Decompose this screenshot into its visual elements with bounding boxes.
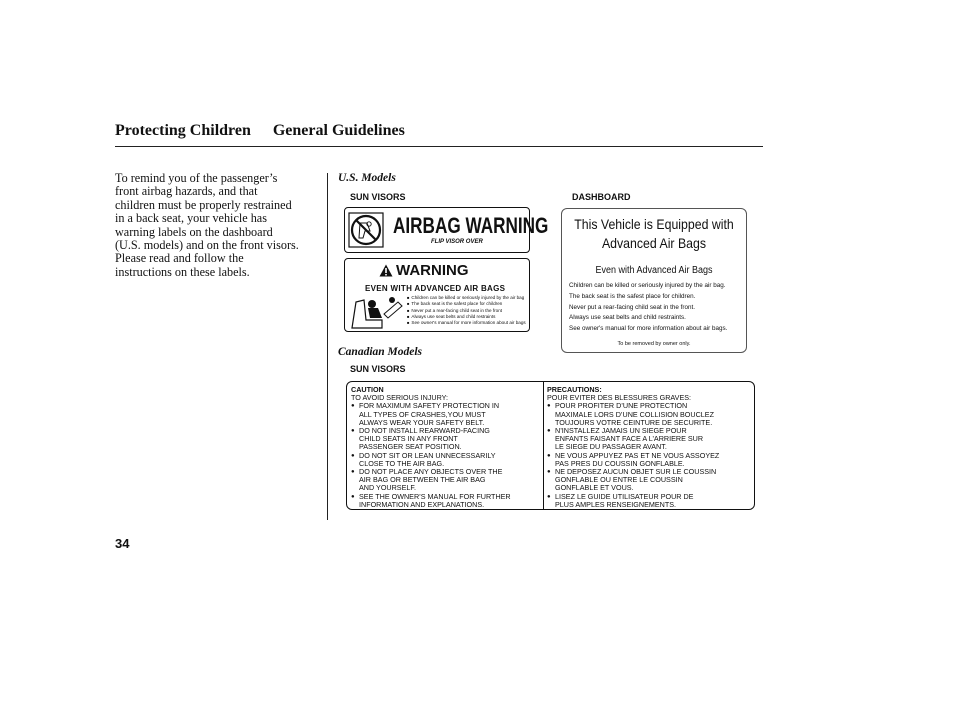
list-item: See owner's manual for more information about air bags. xyxy=(569,325,728,333)
item-line: ALL TYPES OF CRASHES,YOU MUST xyxy=(359,409,486,419)
section-title: Protecting Children xyxy=(115,122,251,139)
intro-line: in a back seat, your vehicle has xyxy=(115,211,267,226)
intro-line: (U.S. models) and on the front visors. xyxy=(115,238,299,253)
dashboard-heading xyxy=(573,215,735,253)
item-line: PLUS AMPLES RENSEIGNEMENTS. xyxy=(555,499,677,509)
intro-line: instructions on these labels. xyxy=(115,264,250,279)
caution-subheading: TO AVOID SERIOUS INJURY: xyxy=(351,393,449,403)
list-item: Never put a rear-facing child seat in the front. xyxy=(569,303,696,311)
list-item: ■ Always use seat belts and child restraints xyxy=(407,314,526,320)
item-line: ● NE VOUS APPUYEZ PAS ET NE VOUS ASSOYEZ xyxy=(555,450,720,460)
warning-triangle-icon xyxy=(379,264,393,277)
column-divider xyxy=(327,173,328,520)
item-line: ● FOR MAXIMUM SAFETY PROTECTION IN xyxy=(359,401,500,411)
intro-line: warning labels on the dashboard xyxy=(115,224,273,239)
subsection-title: General Guidelines xyxy=(272,122,405,139)
list-item xyxy=(351,493,539,509)
page-header xyxy=(115,122,405,140)
item-line: ● DO NOT PLACE ANY OBJECTS OVER THE xyxy=(359,467,503,477)
item-line: ● NE DEPOSEZ AUCUN OBJET SUR LE COUSSIN xyxy=(555,467,717,477)
precautions-subheading: POUR EVITER DES BLESSURES GRAVES: xyxy=(547,393,692,403)
intro-line: Please read and follow the xyxy=(115,251,244,266)
item-line: AIR BAG OR BETWEEN THE AIR BAG xyxy=(359,475,486,485)
list-item: The back seat is the safest place for children. xyxy=(569,292,696,300)
item-line: PASSENGER SEAT POSITION. xyxy=(359,442,462,452)
item-line: INFORMATION AND EXPLANATIONS. xyxy=(359,499,485,509)
language-divider xyxy=(543,382,544,509)
intro-line: To remind you of the passenger’s xyxy=(115,171,278,185)
list-item xyxy=(351,427,539,452)
list-item xyxy=(351,452,539,468)
caution-heading: CAUTION xyxy=(351,385,384,394)
list-item xyxy=(547,427,752,452)
french-column xyxy=(547,386,752,509)
list-item xyxy=(351,468,539,493)
list-item: Children can be killed or seriously injured by the air bag. xyxy=(569,282,726,289)
item-line: CLOSE TO THE AIR BAG. xyxy=(359,458,445,468)
intro-line: front airbag hazards, and that xyxy=(115,184,258,199)
english-column xyxy=(351,386,539,509)
item-line: ENFANTS FAISANT FACE A L’ARRIERE SUR xyxy=(555,434,704,444)
header-rule xyxy=(115,146,763,147)
intro-paragraph xyxy=(115,172,325,279)
flip-visor-text: FLIP VISOR OVER xyxy=(431,239,483,245)
dashboard-caption: DASHBOARD xyxy=(572,192,631,202)
item-line: ● DO NOT SIT OR LEAN UNNECESSARILY xyxy=(359,450,496,460)
canada-sun-visors-caption: SUN VISORS xyxy=(350,364,406,374)
caution-list xyxy=(351,402,539,509)
us-models-title: U.S. Models xyxy=(338,172,396,184)
intro-line: children must be properly restrained xyxy=(115,197,292,212)
list-item: ■ Never put a rear-facing child seat in the front xyxy=(407,308,526,314)
warning-subtitle: EVEN WITH ADVANCED AIR BAGS xyxy=(365,284,506,293)
list-item: ■ The back seat is the safest place for children xyxy=(407,301,526,307)
child-seat-icon xyxy=(348,294,404,330)
dashboard-heading-line: Advanced Air Bags xyxy=(601,235,707,251)
dashboard-footer: To be removed by owner only. xyxy=(617,341,691,347)
item-line: GONFLABLE OU ENTRE LE COUSSIN xyxy=(555,475,683,485)
item-line: ● DO NOT INSTALL REARWARD-FACING xyxy=(359,426,490,436)
item-line: ● POUR PROFITER D’UNE PROTECTION xyxy=(555,401,688,411)
airbag-warning-title: AIRBAG WARNING xyxy=(393,213,549,238)
us-sun-visors-caption: SUN VISORS xyxy=(350,192,406,202)
canadian-models-title: Canadian Models xyxy=(338,346,423,358)
page-number: 34 xyxy=(115,536,130,551)
dashboard-list xyxy=(569,281,727,335)
dashboard-label xyxy=(561,208,747,353)
warning-list xyxy=(407,295,526,326)
item-line: ALWAYS WEAR YOUR SAFETY BELT. xyxy=(359,417,485,427)
precautions-list xyxy=(547,402,752,509)
item-line: MAXIMALE LORS D’UNE COLLISION BOUCLEZ xyxy=(555,409,714,419)
airbag-warning-label xyxy=(344,207,549,253)
item-line: CHILD SEATS IN ANY FRONT xyxy=(359,434,458,444)
dashboard-subheading: Even with Advanced Air Bags xyxy=(595,265,713,276)
item-line: AND YOURSELF. xyxy=(359,483,416,493)
list-item xyxy=(547,402,752,427)
list-item xyxy=(351,402,539,427)
list-item xyxy=(547,468,752,493)
list-item: ■ Children can be killed or seriously injured by the air bag xyxy=(407,295,526,301)
item-line: LE SIEGE DU PASSAGER AVANT. xyxy=(555,442,667,452)
precautions-heading: PRECAUTIONS: xyxy=(547,385,602,394)
warning-label xyxy=(344,258,530,332)
warning-title: WARNING xyxy=(396,262,469,279)
list-item xyxy=(547,493,752,509)
item-line: GONFLABLE ET VOUS. xyxy=(555,483,634,493)
list-item xyxy=(547,452,752,468)
list-item: Always use seat belts and child restraints. xyxy=(569,314,686,322)
canadian-caution-label xyxy=(346,381,755,510)
item-line: TOUJOURS VOTRE CEINTURE DE SECURITE. xyxy=(555,417,713,427)
dashboard-heading-line: This Vehicle is Equipped with xyxy=(574,216,734,232)
item-line: PAS PRES DU COUSSIN GONFLABLE. xyxy=(555,458,685,468)
item-line: ● N’INSTALLEZ JAMAIS UN SIEGE POUR xyxy=(555,426,687,436)
list-item: ■ See owner's manual for more information about air bags xyxy=(407,320,526,326)
no-child-seat-icon xyxy=(348,212,384,248)
item-line: ● LISEZ LE GUIDE UTILISATEUR POUR DE xyxy=(555,491,694,501)
item-line: ● SEE THE OWNER’S MANUAL FOR FURTHER xyxy=(359,491,511,501)
